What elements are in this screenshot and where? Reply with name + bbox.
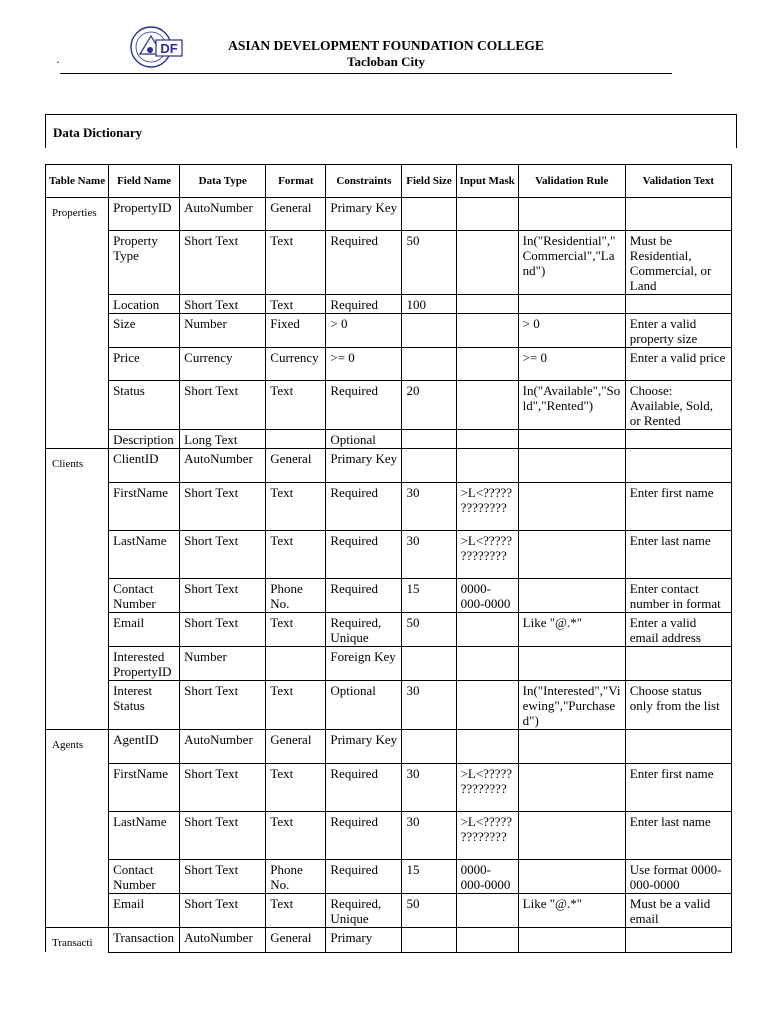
table-cell: > 0 bbox=[518, 314, 625, 348]
table-cell: 30 bbox=[402, 531, 456, 579]
table-cell: Use format 0000-000-0000 bbox=[625, 860, 731, 894]
table-cell: Short Text bbox=[180, 231, 266, 295]
table-cell bbox=[456, 449, 518, 483]
table-cell bbox=[518, 449, 625, 483]
table-cell bbox=[518, 928, 625, 953]
table-cell: >L<????????????? bbox=[456, 531, 518, 579]
table-cell: FirstName bbox=[109, 483, 180, 531]
table-cell: Short Text bbox=[180, 531, 266, 579]
table-row bbox=[46, 730, 732, 764]
table-cell: FirstName bbox=[109, 764, 180, 812]
college-name: ASIAN DEVELOPMENT FOUNDATION COLLEGE bbox=[228, 38, 544, 53]
table-cell: Required bbox=[326, 295, 402, 314]
table-cell: >= 0 bbox=[326, 348, 402, 381]
table-cell: LastName bbox=[109, 812, 180, 860]
table-cell: 30 bbox=[402, 483, 456, 531]
table-cell: Currency bbox=[266, 348, 326, 381]
table-name-cell: Agents bbox=[46, 730, 109, 764]
table-row bbox=[46, 430, 732, 449]
table-cell: Required bbox=[326, 231, 402, 295]
table-cell: Email bbox=[109, 894, 180, 928]
table-cell: Enter a valid property size bbox=[625, 314, 731, 348]
table-cell: AutoNumber bbox=[180, 928, 266, 953]
table-cell: In("Interested","Viewing","Purchased") bbox=[518, 681, 625, 730]
table-cell: Enter first name bbox=[625, 764, 731, 812]
table-row bbox=[46, 381, 732, 430]
table-cell bbox=[456, 730, 518, 764]
table-cell: Text bbox=[266, 812, 326, 860]
table-cell bbox=[518, 860, 625, 894]
table-cell: Required bbox=[326, 764, 402, 812]
table-cell bbox=[625, 295, 731, 314]
table-cell: Short Text bbox=[180, 894, 266, 928]
table-cell: Text bbox=[266, 231, 326, 295]
table-cell: 30 bbox=[402, 764, 456, 812]
table-cell: Phone No. bbox=[266, 579, 326, 613]
table-cell bbox=[456, 647, 518, 681]
table-cell bbox=[402, 198, 456, 231]
table-cell: Required, Unique bbox=[326, 894, 402, 928]
college-logo bbox=[126, 24, 186, 70]
table-name-cell: Properties bbox=[46, 198, 109, 231]
table-cell: Text bbox=[266, 531, 326, 579]
table-name-spacer bbox=[46, 812, 109, 860]
table-cell: Must be Residential, Commercial, or Land bbox=[625, 231, 731, 295]
table-cell: Like "@.*" bbox=[518, 894, 625, 928]
table-cell: Fixed bbox=[266, 314, 326, 348]
table-cell bbox=[402, 928, 456, 953]
table-cell: Size bbox=[109, 314, 180, 348]
table-name-spacer bbox=[46, 579, 109, 613]
table-name-spacer bbox=[46, 348, 109, 381]
table-row bbox=[46, 314, 732, 348]
table-cell: 15 bbox=[402, 860, 456, 894]
column-header: Table Name bbox=[46, 165, 109, 198]
table-cell: Short Text bbox=[180, 381, 266, 430]
header-divider bbox=[60, 73, 672, 74]
table-cell bbox=[456, 613, 518, 647]
table-cell bbox=[518, 531, 625, 579]
column-header: Data Type bbox=[180, 165, 266, 198]
table-cell bbox=[625, 430, 731, 449]
table-cell: Price bbox=[109, 348, 180, 381]
table-cell: Enter a valid price bbox=[625, 348, 731, 381]
table-cell bbox=[518, 430, 625, 449]
table-cell bbox=[518, 198, 625, 231]
table-row bbox=[46, 860, 732, 894]
table-cell: AgentID bbox=[109, 730, 180, 764]
table-cell bbox=[266, 430, 326, 449]
table-cell: 15 bbox=[402, 579, 456, 613]
table-cell bbox=[456, 894, 518, 928]
table-cell: Text bbox=[266, 613, 326, 647]
table-cell: General bbox=[266, 449, 326, 483]
column-header: Input Mask bbox=[456, 165, 518, 198]
table-cell: Like "@.*" bbox=[518, 613, 625, 647]
table-cell: Location bbox=[109, 295, 180, 314]
table-cell: Text bbox=[266, 894, 326, 928]
table-cell: 0000-000-0000 bbox=[456, 860, 518, 894]
table-cell: Currency bbox=[180, 348, 266, 381]
table-name-spacer bbox=[46, 681, 109, 730]
table-cell bbox=[456, 348, 518, 381]
table-cell bbox=[625, 449, 731, 483]
table-cell bbox=[625, 730, 731, 764]
table-cell: LastName bbox=[109, 531, 180, 579]
table-row bbox=[46, 681, 732, 730]
table-cell: Primary bbox=[326, 928, 402, 953]
table-name-cell: Transacti bbox=[46, 928, 109, 953]
table-name-spacer bbox=[46, 860, 109, 894]
table-row bbox=[46, 764, 732, 812]
table-cell bbox=[456, 231, 518, 295]
table-cell bbox=[456, 198, 518, 231]
table-cell bbox=[456, 430, 518, 449]
table-cell bbox=[625, 647, 731, 681]
logo-text: DF bbox=[160, 41, 178, 56]
table-cell: Contact Number bbox=[109, 860, 180, 894]
table-cell bbox=[625, 198, 731, 231]
table-row bbox=[46, 812, 732, 860]
table-cell: 50 bbox=[402, 231, 456, 295]
table-name-spacer bbox=[46, 894, 109, 928]
table-row bbox=[46, 928, 732, 953]
table-row bbox=[46, 198, 732, 231]
table-cell: Short Text bbox=[180, 812, 266, 860]
table-cell: Interested PropertyID bbox=[109, 647, 180, 681]
table-cell bbox=[402, 730, 456, 764]
table-row bbox=[46, 231, 732, 295]
table-cell: General bbox=[266, 730, 326, 764]
table-row bbox=[46, 295, 732, 314]
table-cell: Text bbox=[266, 483, 326, 531]
column-header: Field Name bbox=[109, 165, 180, 198]
table-cell: AutoNumber bbox=[180, 730, 266, 764]
table-cell bbox=[456, 681, 518, 730]
table-name-spacer bbox=[46, 295, 109, 314]
table-row bbox=[46, 613, 732, 647]
table-cell: 0000-000-0000 bbox=[456, 579, 518, 613]
table-cell: 50 bbox=[402, 894, 456, 928]
table-row bbox=[46, 483, 732, 531]
data-dictionary-table bbox=[45, 164, 732, 953]
table-cell: Text bbox=[266, 295, 326, 314]
table-cell: Text bbox=[266, 681, 326, 730]
table-cell: Interest Status bbox=[109, 681, 180, 730]
table-cell bbox=[518, 647, 625, 681]
table-cell: >= 0 bbox=[518, 348, 625, 381]
table-cell bbox=[456, 295, 518, 314]
table-cell: Text bbox=[266, 381, 326, 430]
column-header: Validation Rule bbox=[518, 165, 625, 198]
table-name-spacer bbox=[46, 647, 109, 681]
table-cell: General bbox=[266, 198, 326, 231]
table-cell: Description bbox=[109, 430, 180, 449]
table-cell: Must be a valid email bbox=[625, 894, 731, 928]
table-cell bbox=[456, 381, 518, 430]
table-cell: Primary Key bbox=[326, 198, 402, 231]
table-cell bbox=[402, 430, 456, 449]
table-cell: Short Text bbox=[180, 483, 266, 531]
table-cell: > 0 bbox=[326, 314, 402, 348]
table-cell: Number bbox=[180, 647, 266, 681]
table-cell: Short Text bbox=[180, 295, 266, 314]
table-cell bbox=[518, 295, 625, 314]
table-cell: Choose status only from the list bbox=[625, 681, 731, 730]
table-cell: Choose: Available, Sold, or Rented bbox=[625, 381, 731, 430]
table-cell: Primary Key bbox=[326, 730, 402, 764]
table-cell: Number bbox=[180, 314, 266, 348]
table-cell: 30 bbox=[402, 812, 456, 860]
table-cell: Short Text bbox=[180, 681, 266, 730]
table-cell: Short Text bbox=[180, 860, 266, 894]
table-cell bbox=[518, 483, 625, 531]
table-cell bbox=[456, 928, 518, 953]
table-cell: 30 bbox=[402, 681, 456, 730]
table-cell bbox=[625, 928, 731, 953]
table-cell: Enter last name bbox=[625, 812, 731, 860]
table-cell: AutoNumber bbox=[180, 449, 266, 483]
table-cell: >L<????????????? bbox=[456, 764, 518, 812]
table-cell: Property Type bbox=[109, 231, 180, 295]
table-cell: Required bbox=[326, 579, 402, 613]
table-cell: AutoNumber bbox=[180, 198, 266, 231]
table-cell: Text bbox=[266, 764, 326, 812]
table-cell: In("Available","Sold","Rented") bbox=[518, 381, 625, 430]
table-cell: PropertyID bbox=[109, 198, 180, 231]
table-cell: Optional bbox=[326, 430, 402, 449]
table-cell bbox=[402, 449, 456, 483]
section-title-box bbox=[45, 114, 737, 148]
table-cell: Enter a valid email address bbox=[625, 613, 731, 647]
table-cell: General bbox=[266, 928, 326, 953]
table-cell: 20 bbox=[402, 381, 456, 430]
table-row bbox=[46, 647, 732, 681]
table-cell: Phone No. bbox=[266, 860, 326, 894]
table-row bbox=[46, 894, 732, 928]
column-header: Validation Text bbox=[625, 165, 731, 198]
table-cell: Required bbox=[326, 812, 402, 860]
table-cell: Enter first name bbox=[625, 483, 731, 531]
table-cell: Required bbox=[326, 483, 402, 531]
header-row bbox=[46, 165, 732, 198]
table-name-spacer bbox=[46, 613, 109, 647]
table-cell: Required, Unique bbox=[326, 613, 402, 647]
table-name-cell: Clients bbox=[46, 449, 109, 483]
table-cell: Short Text bbox=[180, 579, 266, 613]
table-name-spacer bbox=[46, 314, 109, 348]
table-cell bbox=[402, 314, 456, 348]
table-cell bbox=[518, 764, 625, 812]
table-name-spacer bbox=[46, 381, 109, 430]
table-cell: Enter last name bbox=[625, 531, 731, 579]
table-name-spacer bbox=[46, 531, 109, 579]
table-row bbox=[46, 449, 732, 483]
table-cell: Optional bbox=[326, 681, 402, 730]
table-body bbox=[46, 198, 732, 953]
table-cell: ClientID bbox=[109, 449, 180, 483]
table-cell: Email bbox=[109, 613, 180, 647]
table-row bbox=[46, 579, 732, 613]
table-cell: Required bbox=[326, 531, 402, 579]
section-title: Data Dictionary bbox=[53, 125, 143, 140]
table-cell: Foreign Key bbox=[326, 647, 402, 681]
header-dot: · bbox=[56, 55, 60, 69]
table-cell: In("Residential","Commercial","Land") bbox=[518, 231, 625, 295]
table-cell: Short Text bbox=[180, 764, 266, 812]
table-name-spacer bbox=[46, 430, 109, 449]
table-name-spacer bbox=[46, 483, 109, 531]
table-name-spacer bbox=[46, 764, 109, 812]
table-cell: Status bbox=[109, 381, 180, 430]
table-cell bbox=[402, 348, 456, 381]
table-cell: Required bbox=[326, 381, 402, 430]
table-name-spacer bbox=[46, 231, 109, 295]
table-row bbox=[46, 531, 732, 579]
table-cell: Enter contact number in format bbox=[625, 579, 731, 613]
table-cell: 50 bbox=[402, 613, 456, 647]
table-cell bbox=[402, 647, 456, 681]
table-cell bbox=[518, 730, 625, 764]
table-cell bbox=[266, 647, 326, 681]
column-header: Constraints bbox=[326, 165, 402, 198]
table-cell: Long Text bbox=[180, 430, 266, 449]
table-cell bbox=[518, 812, 625, 860]
table-cell: >L<????????????? bbox=[456, 812, 518, 860]
column-header: Field Size bbox=[402, 165, 456, 198]
column-header: Format bbox=[266, 165, 326, 198]
table-cell bbox=[518, 579, 625, 613]
table-cell: Transaction bbox=[109, 928, 180, 953]
table-cell: 100 bbox=[402, 295, 456, 314]
table-cell: >L<????????????? bbox=[456, 483, 518, 531]
table-row bbox=[46, 348, 732, 381]
table-cell: Primary Key bbox=[326, 449, 402, 483]
table-cell: Contact Number bbox=[109, 579, 180, 613]
table-cell bbox=[456, 314, 518, 348]
college-city: Tacloban City bbox=[347, 54, 425, 69]
table-cell: Short Text bbox=[180, 613, 266, 647]
table-cell: Required bbox=[326, 860, 402, 894]
